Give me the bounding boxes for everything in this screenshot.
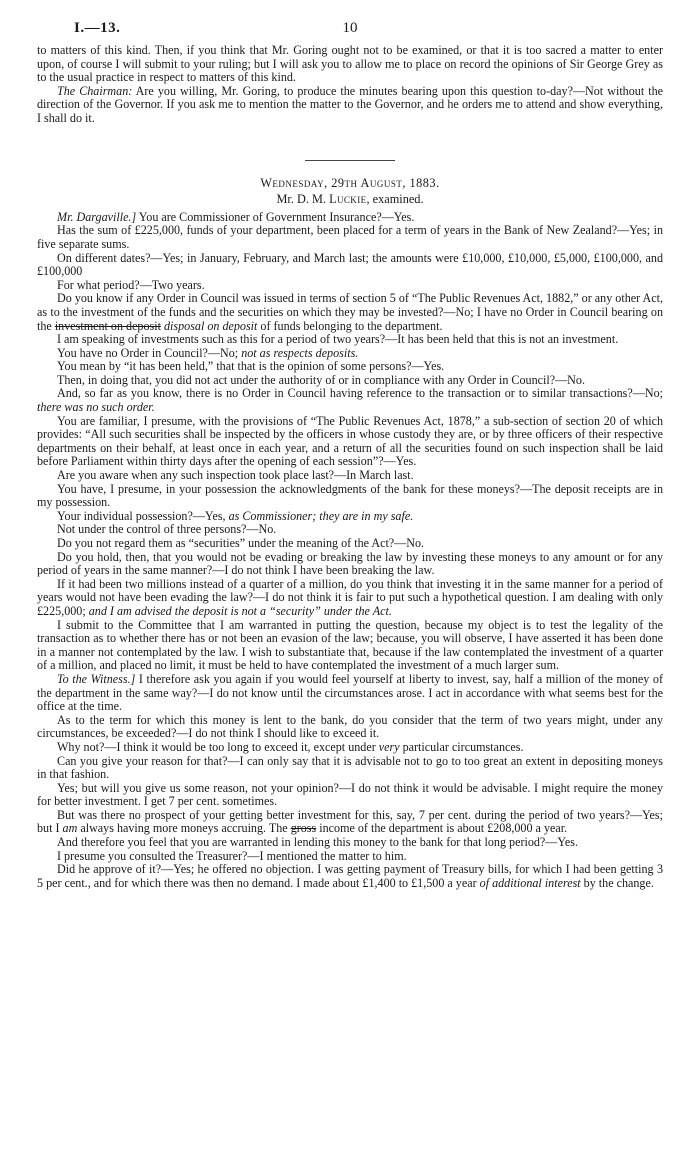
paragraph: Not under the control of three persons?—No. (57, 522, 277, 537)
paragraph: As to the term for which this money is lent to the bank, do you consider that the term of two years might, under any circumstances, be exceeded?—I do not think I should like to exceed it. (37, 712, 663, 741)
paragraph: You have no Order in Council?—No; not as respects deposits. (57, 345, 359, 360)
paragraph: But was there no prospect of your getting better investment for this, say, 7 per cent. during the period of two years?—Yes; but I am always having more moneys accruing. The gross income of the department is about £208,000 a year. (37, 807, 663, 836)
paragraph: If it had been two millions instead of a quarter of a million, do you think that investing it in the same manner for a period of years would not have been evading the law?—I do not think it is fair to put such a hypothetical question. I am dealing with only £225,000; and I am advised the deposit is not a “security” under the Act. (37, 576, 663, 618)
handwritten-correction: am (62, 821, 78, 836)
speaker-label: The Chairman: (57, 83, 133, 98)
paragraph: To the Witness.] I therefore ask you again if you would feel yourself at liberty to invest, say, half a million of the money of the department in the same way?—I do not know until the circumstances arose. I act in accordance with what seems best for the office at the time. (37, 671, 664, 714)
paragraph: I submit to the Committee that I am warranted in putting the question, because my object is to test the legality of the transaction as to whether there has or not been an evasion of the law; because, you will observe, I have asserted it has been done in a manner not contemplated by the law. I wish to substantiate that, because if the law contemplated the investment of a quarter of a million, and placed no limit, it must be held to have contemplated the investment of a much larger sum. (37, 617, 663, 673)
handwritten-correction: disposal on deposit (164, 318, 258, 333)
paragraph: For what period?—Two years. (57, 277, 205, 292)
paragraph: Mr. Dargaville.] You are Commissioner of Government Insurance?—Yes. (57, 209, 415, 224)
struck-text: gross (290, 821, 317, 836)
paragraph (37, 85, 663, 126)
paragraph: Do you know if any Order in Council was issued in terms of section 5 of “The Public Revenues Act, 1882,” or any other Act, as to the investment of the funds and the securities on which they may be invested?—No; I have no Order in Council bearing on the investment on deposit disposal on deposit of funds belonging to the department. (37, 291, 663, 333)
paragraph: I am speaking of investments such as this for a period of two years?—It has been held that this is not an investment. (57, 332, 619, 347)
document-id: I.—13. (74, 20, 121, 36)
section-spacer (37, 126, 663, 160)
paragraph: You mean by “it has been held,” that that is the opinion of some persons?—Yes. (57, 359, 445, 374)
page-number: 10 (342, 20, 358, 36)
paragraph: On different dates?—Yes; in January, February, and March last; the amounts were £10,000, £10,000, £5,000, £100,000, and £100,000 (37, 250, 663, 279)
paragraph: Why not?—I think it would be too long to exceed it, except under very particular circumstances. (57, 739, 524, 754)
paragraph: Your individual possession?—Yes, as Commissioner; they are in my safe. (57, 508, 414, 523)
paragraph: Has the sum of £225,000, funds of your department, been placed for a term of years in the Bank of New Zealand?—Yes; in five separate sums. (37, 223, 663, 251)
paragraph: to matters of this kind. Then, if you think that Mr. Goring ought not to be examined, or that it is too sacred a matter to enter upon, of course I will submit to your ruling; but I will ask you to allow me to place on record the opinions of Sir George Grey as to the usual practice in respect to matters of this kind. (37, 43, 663, 85)
handwritten-correction: and I am advised the deposit is not a “security” under the Act. (88, 603, 392, 618)
paragraph: And, so far as you know, there is no Order in Council having reference to the transaction or to similar transactions?—No; there was no such order. (37, 386, 663, 415)
paragraph: You are familiar, I presume, with the provisions of “The Public Revenues Act, 1878,” a sub-section of section 20 of which provides: “All such securities shall be inspected by the officers in whose custody they are, or by three officers of their respective departments on their behalf, at least once in each year, and a return of all the securities found on such inspection shall be laid before Parliament within thirty days after the opening of each session”?—Yes. (37, 413, 663, 469)
speaker-label: Mr. Dargaville.] (57, 209, 137, 224)
paragraph: Do you not regard them as “securities” under the meaning of the Act?—No. (57, 536, 425, 550)
document-body (37, 44, 663, 890)
paragraph: Yes; but will you give us some reason, not your opinion?—I do not think it would be advisable. I might require the money for better investment. I get 7 per cent. sometimes. (37, 780, 663, 809)
paragraph: Are you aware when any such inspection took place last?—In March last. (57, 468, 414, 483)
witness-name: Luckie (329, 192, 367, 207)
speaker-label: To the Witness.] (57, 671, 136, 686)
session-date: Wednesday, 29th August, 1883. (260, 175, 440, 190)
handwritten-correction: not as respects deposits. (241, 345, 359, 360)
witness-heading: Mr. D. M. Luckie, examined. (276, 192, 424, 207)
section-divider (305, 160, 395, 161)
handwritten-correction: of additional interest (479, 875, 581, 890)
paragraph: And therefore you feel that you are warranted in lending this money to the bank for that long period?—Yes. (57, 835, 579, 850)
handwritten-correction: very (378, 739, 400, 754)
paragraph: I presume you consulted the Treasurer?—I mentioned the matter to him. (57, 848, 407, 863)
page-header (37, 0, 663, 44)
handwritten-correction: as Commissioner; they are in my safe. (228, 508, 414, 523)
paragraph: Can you give your reason for that?—I can only say that it is advisable not to go to too great an extent in depositing moneys in that fashion. (37, 753, 663, 782)
paragraph: Do you hold, then, that you would not be evading or breaking the law by investing these moneys to any amount or for any period of years in the same manner?—I do not think I have been breaking the law. (37, 549, 663, 578)
paragraph: You have, I presume, in your possession the acknowledgments of the bank for these moneys?—The deposit receipts are in my possession. (37, 481, 663, 510)
paragraph: Did he approve of it?—Yes; he offered no objection. I was getting payment of Treasury bills, for which I had been getting 3 5 per cent., and for which there was then no demand. I made about £1,400 to £1,500 a year of additional interest by the change. (37, 862, 663, 890)
handwritten-correction: there was no such order. (37, 400, 155, 415)
struck-text: investment on deposit (54, 318, 161, 333)
paragraph: Then, in doing that, you did not act under the authority of or in compliance with any Order in Council?—No. (57, 372, 585, 387)
paragraph-text: Are you willing, Mr. Goring, to produce the minutes bearing upon this question to-day?—Not without the direction of the Governor. If you ask me to mention the matter to the Governor, and he orders me to attend and show everything, I shall do it. (37, 83, 664, 125)
